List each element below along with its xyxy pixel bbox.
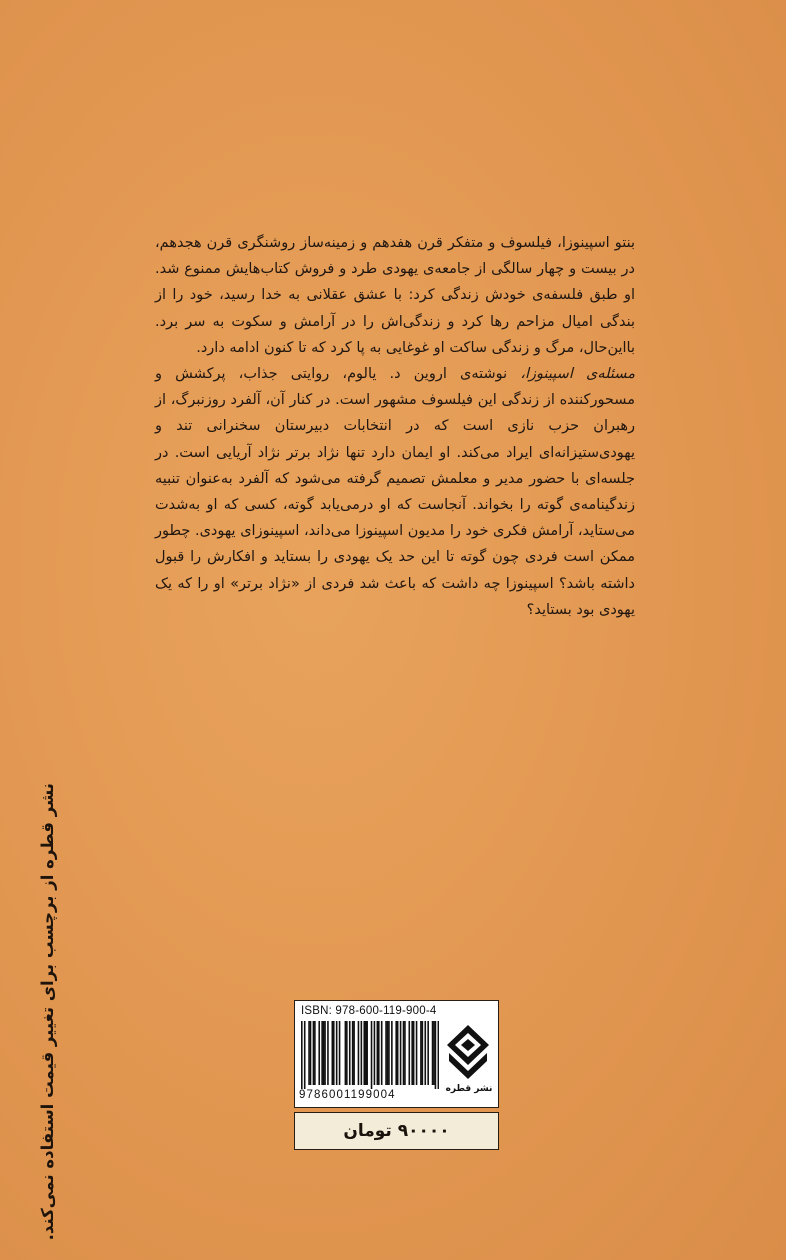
book-title: مسئله‌ی اسپینوزا، xyxy=(520,366,635,383)
barcode-box xyxy=(294,1000,499,1108)
publisher-name: نشر قطره xyxy=(445,1084,493,1094)
isbn-label: ISBN: 978-600-119-900-4 xyxy=(301,1005,437,1017)
blurb-paragraph-2-text: نوشته‌ی اروین د. یالوم، روایتی جذاب، پرکشش و مسحورکننده از زندگی این فیلسوف مشهور است. در کنار آن، آلفرد روزنبرگ، از رهبران حزب نازی است که در انتخابات دبیرستان سخنرانی تند و یهودی‌ستیزانه‌ای ایراد می‌کند. او ایمان دارد تنها نژاد برتر نژاد آریایی است. در جلسه‌ای با حضور مدیر و معلمش تصمیم گرفته می‌شود که آلفرد به‌عنوان تنبیه زندگینامه‌ی گوته را بخواند. آنجاست که او درمی‌یابد گوته، کسی که او به‌شدت می‌ستاید، آرامش فکری خود را مدیون اسپینوزا می‌داند، اسپینوزای یهودی. چطور ممکن است فردی چون گوته تا این حد یک یهودی را بستاید و افکارش را قبول داشته باشد؟ اسپینوزا چه داشت که باعث شد فردی از «نژاد برتر» او را که یک یهودی بود بستاید؟ xyxy=(155,366,635,618)
publisher-diamond-logo-icon xyxy=(445,1023,491,1093)
barcode-icon xyxy=(301,1021,439,1089)
back-cover-blurb xyxy=(155,230,635,623)
ean-digits: 9786001199004 xyxy=(299,1089,396,1101)
price-label-note: نشر قطره از برچسب برای تغییر قیمت استفاده نمی‌کند. xyxy=(38,783,57,1241)
blurb-paragraph-2 xyxy=(155,361,635,623)
price-box: ۹۰۰۰۰ تومان xyxy=(294,1112,499,1150)
blurb-paragraph-1: بنتو اسپینوزا، فیلسوف و متفکر قرن هفدهم و زمینه‌ساز روشنگری قرن هجدهم، در بیست و چهار سالگی از جامعه‌ی یهودی طرد و فروش کتاب‌هایش ممنوع شد. او طبق فلسفه‌ی خودش زندگی کرد: با عشق عقلانی به خدا رسید، خود را از بندگی امیال مزاحم رها کرد و زندگی‌اش را در آرامش و سکوت به سر برد. بااین‌حال، مرگ و زندگی ساکت او غوغایی به پا کرد که تا کنون ادامه دارد. xyxy=(155,235,635,356)
